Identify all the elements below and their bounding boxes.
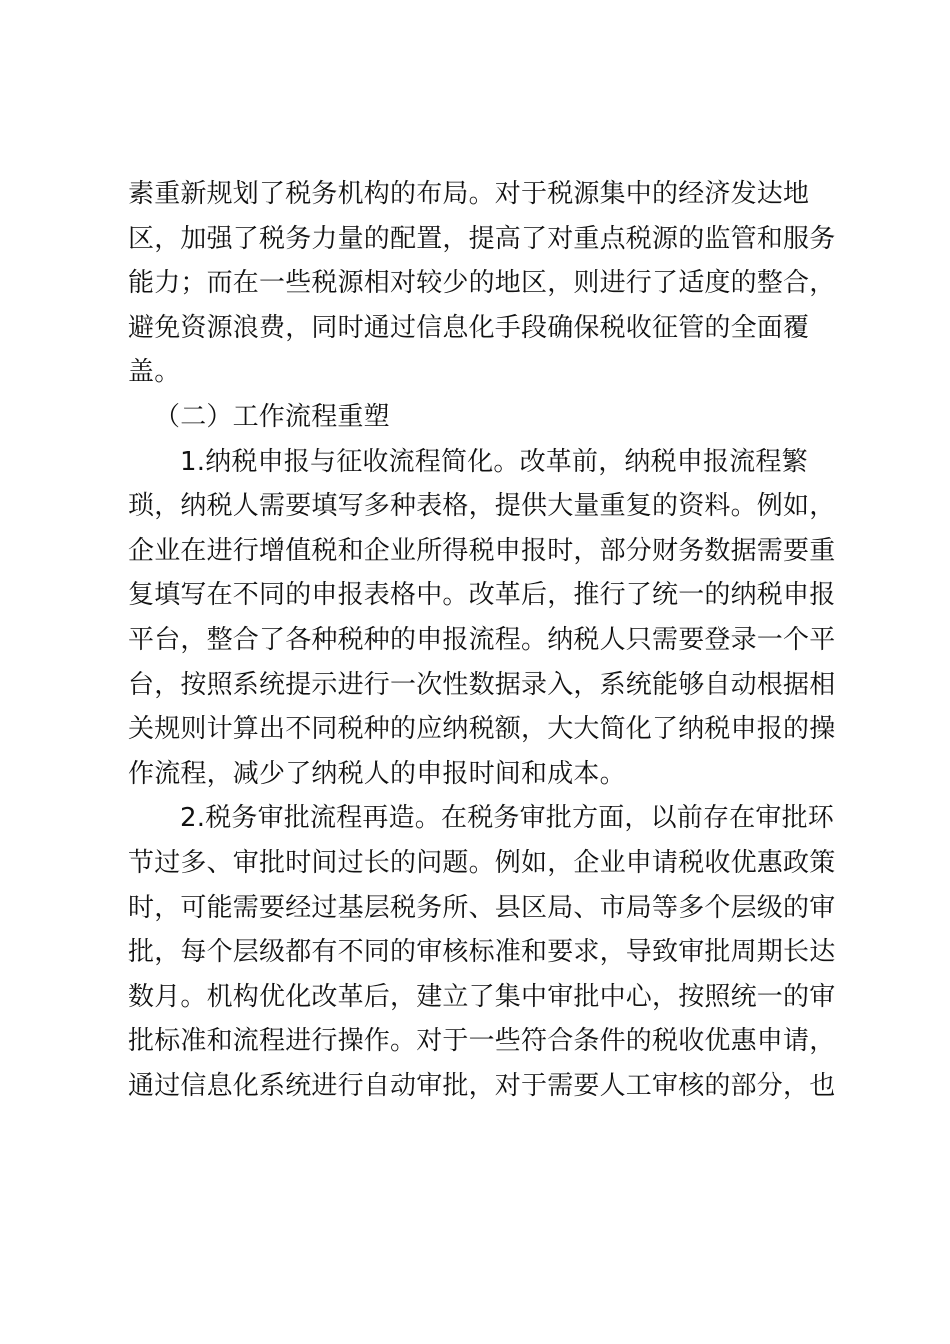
text-line-14: 作流程，减少了纳税人的申报时间和成本。 — [128, 758, 626, 789]
text-line-7: 1.纳税申报与征收流程简化。改革前，纳税申报流程繁 — [180, 446, 808, 477]
text-line-15: 2.税务审批流程再造。在税务审批方面，以前存在审批环 — [180, 803, 835, 834]
text-line-2: 区，加强了税务力量的配置，提高了对重点税源的监管和服务 — [128, 223, 836, 254]
text-line-4: 避免资源浪费，同时通过信息化手段确保税收征管的全面覆 — [128, 312, 810, 343]
text-line-18: 批，每个层级都有不同的审核标准和要求，导致审批周期长达 — [128, 937, 836, 968]
text-line-3: 能力；而在一些税源相对较少的地区，则进行了适度的整合， — [128, 268, 836, 299]
text-line-10: 复填写在不同的申报表格中。改革后，推行了统一的纳税申报 — [128, 580, 836, 611]
text-line-5: 盖。 — [128, 357, 181, 388]
text-line-21: 通过信息化系统进行自动审批，对于需要人工审核的部分，也 — [128, 1070, 836, 1101]
text-line-20: 批标准和流程进行操作。对于一些符合条件的税收优惠申请， — [128, 1026, 836, 1057]
text-line-17: 时，可能需要经过基层税务所、县区局、市局等多个层级的审 — [128, 892, 836, 923]
section-heading: （二）工作流程重塑 — [154, 401, 390, 432]
text-line-1: 素重新规划了税务机构的布局。对于税源集中的经济发达地 — [128, 179, 810, 209]
text-line-11: 平台，整合了各种税种的申报流程。纳税人只需要登录一个平 — [128, 624, 836, 655]
text-line-9: 企业在进行增值税和企业所得税申报时，部分财务数据需要重 — [128, 535, 836, 566]
text-line-16: 节过多、审批时间过长的问题。例如，企业申请税收优惠政策 — [128, 847, 836, 878]
text-line-8: 琐，纳税人需要填写多种表格，提供大量重复的资料。例如， — [128, 491, 836, 522]
text-line-12: 台，按照系统提示进行一次性数据录入，系统能够自动根据相 — [128, 669, 836, 700]
text-line-19: 数月。机构优化改革后，建立了集中审批中心，按照统一的审 — [128, 981, 836, 1012]
text-line-13: 关规则计算出不同税种的应纳税额，大大简化了纳税申报的操 — [128, 714, 836, 745]
body-text — [128, 172, 836, 1108]
